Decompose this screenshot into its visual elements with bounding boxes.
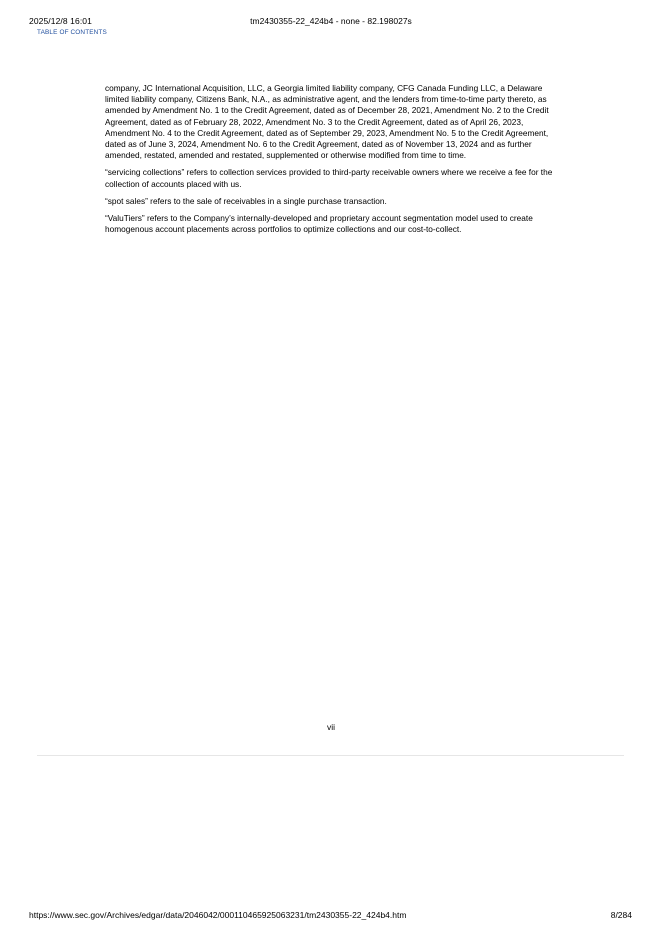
document-body <box>105 83 557 241</box>
page-divider <box>37 755 624 756</box>
document-title: tm2430355-22_424b4 - none - 82.198027s <box>250 16 412 26</box>
paragraph-servicing-collections: “servicing collections” refers to collection services provided to third-party receivable owners where we receive a fee for the collection of accounts placed with us. <box>105 167 553 189</box>
paragraph-spot-sales: “spot sales” refers to the sale of receivables in a single purchase transaction. <box>105 195 387 206</box>
paragraph-valutiers: “ValuTiers” refers to the Company’s internally-developed and proprietary account segmentation model used to create homogenous account placements across portfolios to optimize collections and our cost-to-collect. <box>105 213 533 235</box>
source-url: https://www.sec.gov/Archives/edgar/data/2046042/000110465925063231/tm2430355-22_424b4.htm <box>29 910 407 920</box>
paragraph-credit-agreement: company, JC International Acquisition, LLC, a Georgia limited liability company, CFG Canada Funding LLC, a Delaware limited liability company, Citizens Bank, N.A., as administrative agent, and the lenders from time-to-time party thereto, as amended by Amendment No. 1 to the Credit Agreement, dated as of December 28, 2021, Amendment No. 2 to the Credit Agreement, dated as of February 28, 2022, Amendment No. 3 to the Credit Agreement, dated as of April 26, 2023, Amendment No. 4 to the Credit Agreement, dated as of September 29, 2023, Amendment No. 5 to the Credit Agreement, dated as of June 3, 2024, Amendment No. 6 to the Credit Agreement, dated as of November 13, 2024 and as further amended, restated, amended and restated, supplemented or otherwise modified from time to time. <box>105 83 549 161</box>
print-page-indicator: 8/284 <box>610 910 632 920</box>
table-of-contents-link[interactable]: TABLE OF CONTENTS <box>37 29 107 36</box>
page-number: vii <box>326 722 336 732</box>
print-datetime: 2025/12/8 16:01 <box>29 16 92 26</box>
